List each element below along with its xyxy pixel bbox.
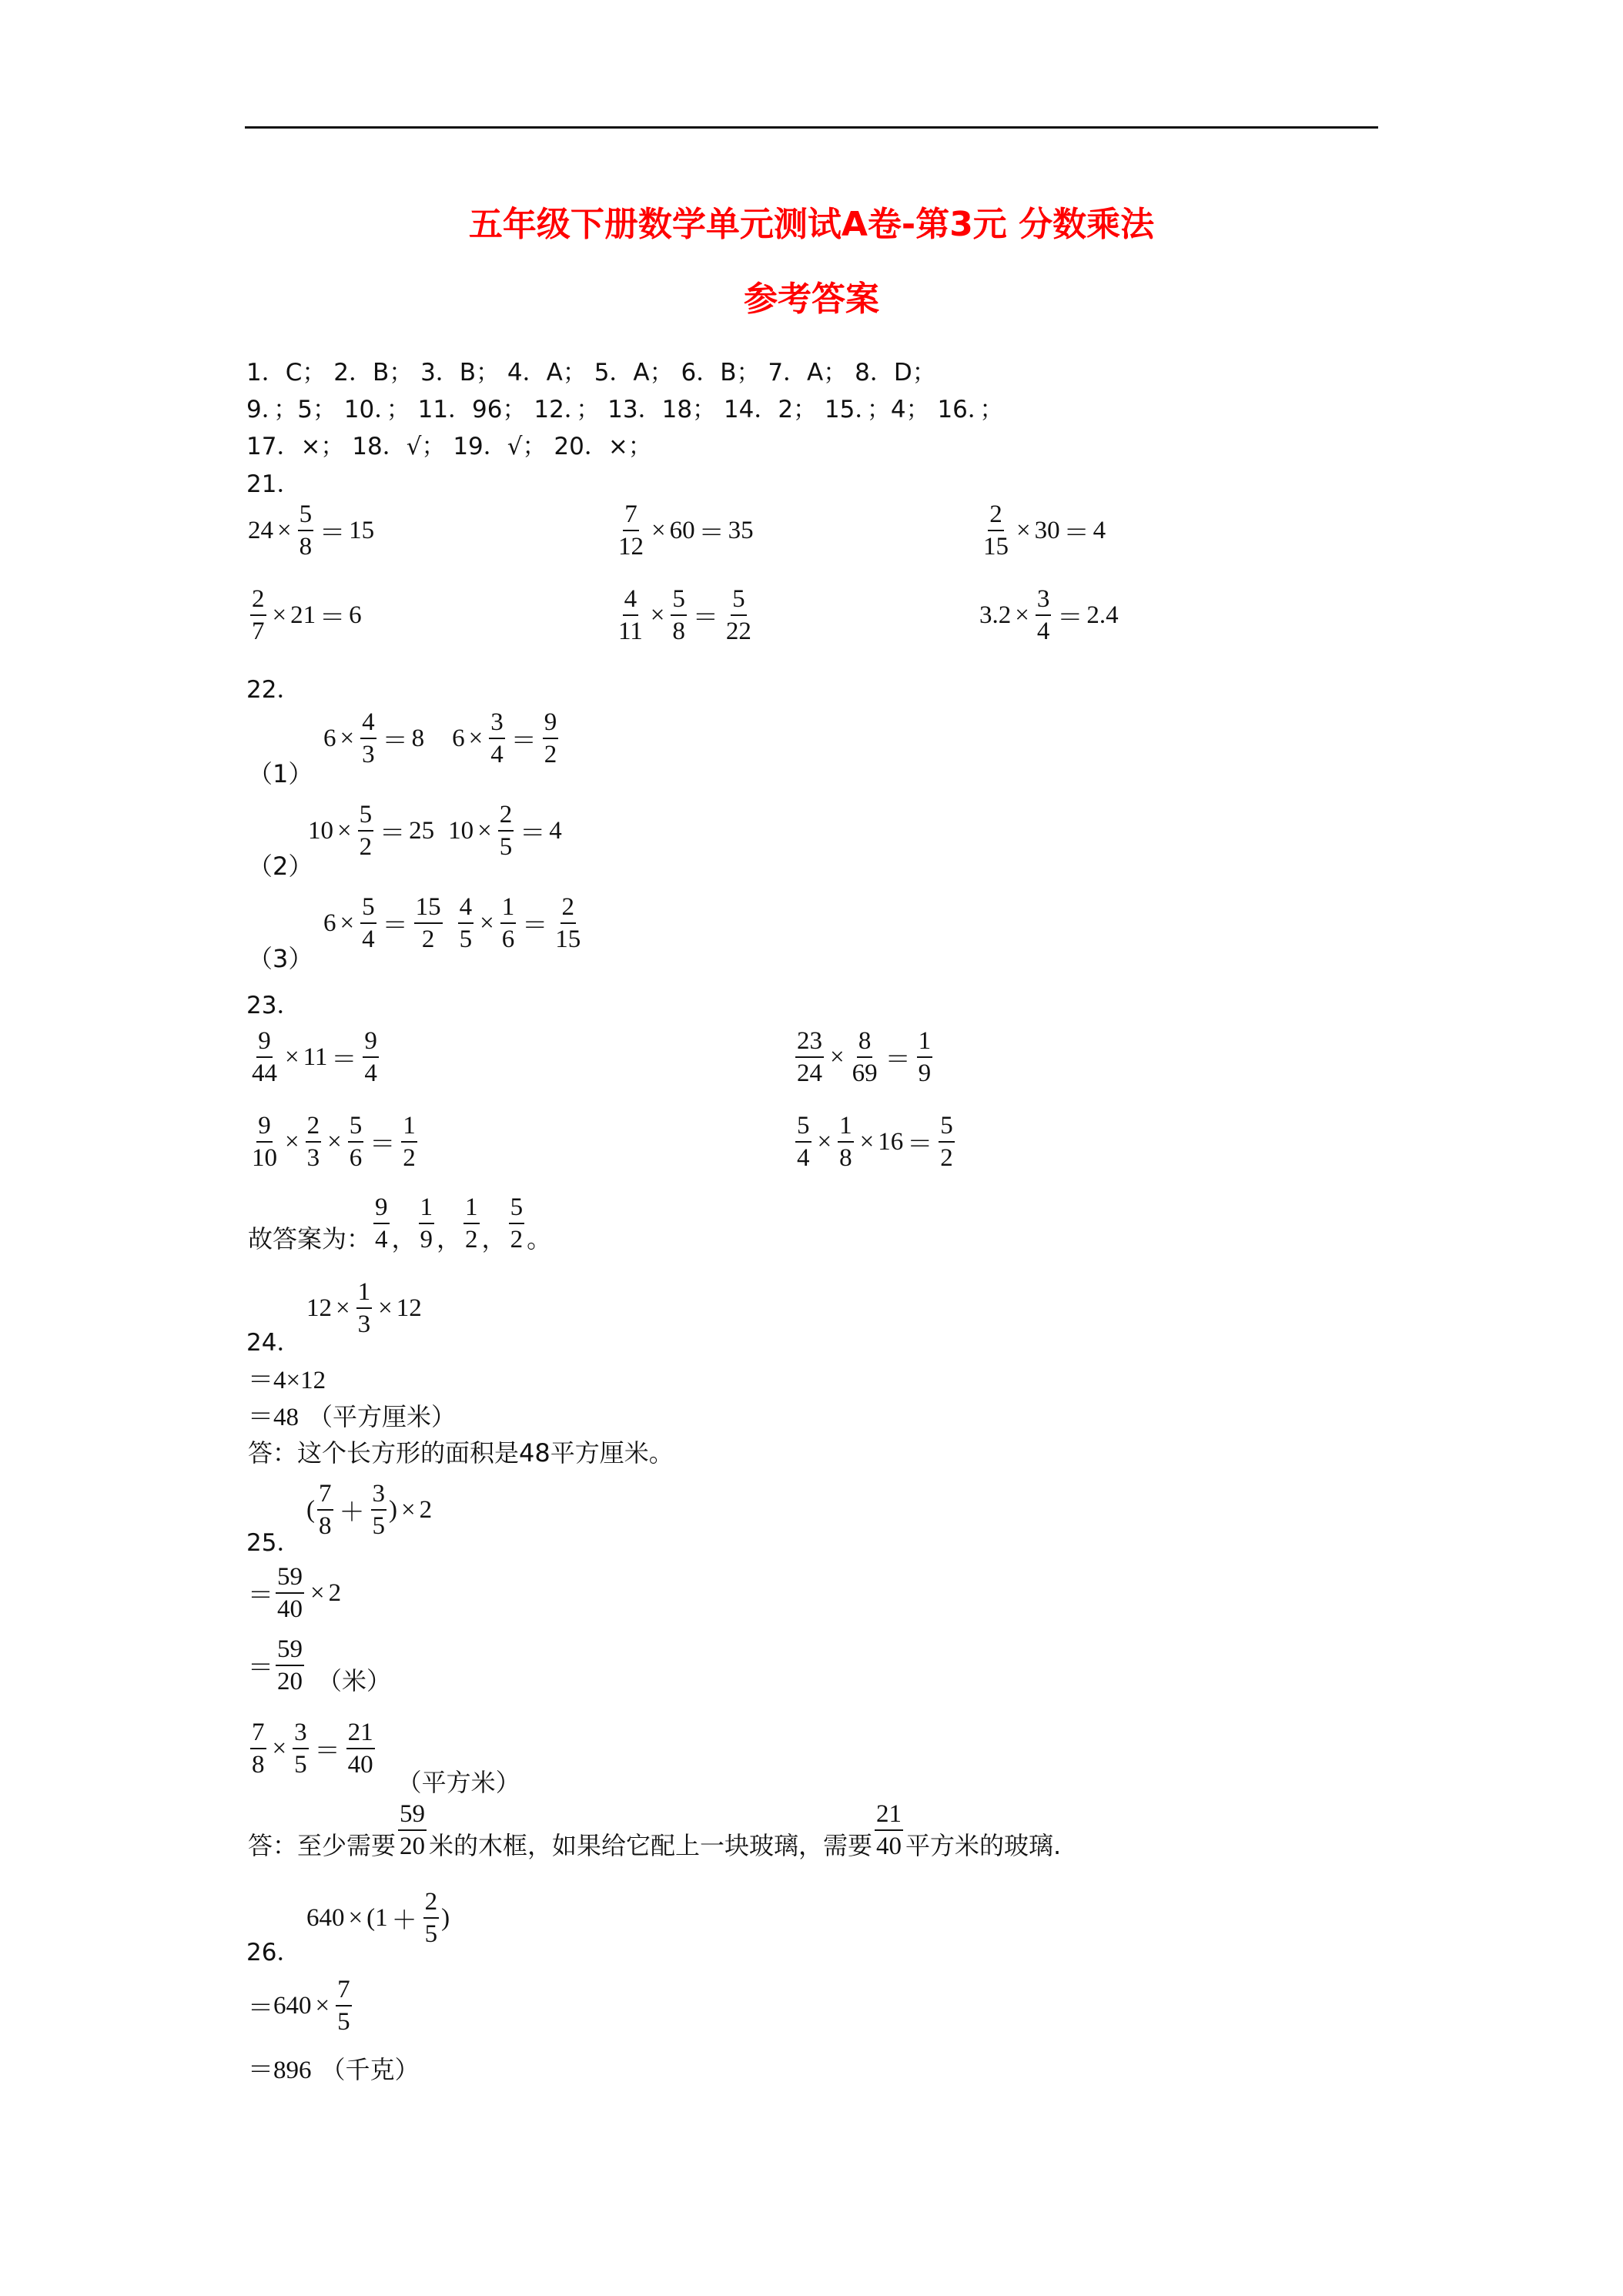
fraction: $\frac{7}{12}$: [618, 500, 644, 561]
answer-line-2: 9．；5； 10．； 11．96； 12．； 13．18； 14．2； 15．；4； 16．；: [246, 396, 1004, 423]
fraction: $\frac{1}{8}$: [839, 1112, 852, 1172]
fraction: $\frac{3}{4}$: [1036, 585, 1050, 645]
q23-conclusion: 故答案为： 9 4 ， 1 9 ， 1 2 ， 5 2 。: [248, 1193, 552, 1253]
q24-answer: 答：这个长方形的面积是48平方厘米。: [248, 1438, 674, 1468]
fraction: $\frac{5}{2}$: [359, 801, 373, 861]
fraction: $\frac{4}{11}$: [618, 585, 643, 645]
operand: 24: [248, 516, 273, 544]
fraction: 2 15: [555, 893, 581, 953]
q24-expression: 12 × $\frac{1}{3}$ × 12: [306, 1278, 422, 1338]
q24-step-1: ＝4×12: [248, 1367, 326, 1394]
fraction: 15 2: [415, 893, 441, 953]
fraction: $\frac{4}{5}$: [459, 893, 473, 953]
q25-expression: ( 7 8 ＋ 3 5 ) × 2: [306, 1480, 433, 1540]
fraction: 21 40: [876, 1800, 902, 1860]
result: 35: [728, 516, 754, 544]
q23-expr-1: $\frac{9}{44}$ × 11 ＝ 9 4: [252, 1027, 377, 1087]
fraction: $\frac{1}{6}$: [501, 893, 515, 953]
q21-expr-6: 3.2 × $\frac{3}{4}$ ＝ 2.4: [979, 585, 1119, 645]
q23-expr-2: $\frac{23}{24}$ × $\frac{8}{69}$ ＝ 1 9: [797, 1027, 932, 1087]
answer-line-3: 17．×； 18．√； 19．√； 20．×；: [246, 433, 652, 460]
question-26-label: 26．: [246, 1939, 301, 1966]
question-22-label: 22．: [246, 676, 301, 704]
q23-expr-3: $\frac{9}{10}$ × $\frac{2}{3}$ × $\frac{5}{6}$ ＝ 1 2: [252, 1112, 416, 1172]
q26-expression: 640 × (1 ＋ 2 5 ): [306, 1888, 450, 1948]
q21-expr-2: $\frac{7}{12}$ × 60 ＝ 35: [618, 500, 754, 561]
operand: 30: [1034, 516, 1060, 544]
part-2-label: （2）: [248, 852, 313, 881]
unit: （米）: [317, 1666, 392, 1695]
fraction: 59 20: [277, 1635, 303, 1695]
fraction: $\frac{5}{8}$: [299, 500, 313, 561]
fraction: $\frac{2}{5}$: [499, 801, 513, 861]
fraction: 1 9: [420, 1193, 433, 1253]
fraction: 3 5: [372, 1480, 385, 1540]
q21-expr-1: 24 × $\frac{5}{8}$ ＝ 15: [248, 500, 375, 561]
q25-step-1: ＝ $\frac{59}{40}$ × 2: [248, 1563, 342, 1623]
result: 2.4: [1086, 601, 1119, 629]
question-24-label: 24．: [246, 1329, 301, 1357]
fraction: 5 2: [510, 1193, 524, 1253]
fraction: $\frac{9}{10}$: [252, 1112, 277, 1172]
fraction: 21 40: [347, 1719, 373, 1779]
q22-row-2: 10 × $\frac{5}{2}$ ＝ 25 10 × $\frac{2}{5}$ ＝ 4: [308, 801, 562, 861]
fraction: $\frac{3}{4}$: [490, 708, 504, 768]
fraction: 9 2: [544, 708, 557, 768]
q25-step-2: ＝ 59 20 （米）: [248, 1635, 392, 1695]
unit: （平方厘米）: [308, 1401, 457, 1431]
q26-step-2: ＝896 （千克）: [248, 2050, 420, 2086]
fraction: $\frac{4}{3}$: [362, 708, 375, 768]
q21-expr-5: $\frac{4}{11}$ × $\frac{5}{8}$ ＝ 5 22: [618, 585, 751, 645]
q23-expr-4: $\frac{5}{4}$ × $\frac{1}{8}$ × 16 ＝ 5 2: [797, 1112, 953, 1172]
fraction: 7 8: [319, 1480, 332, 1540]
q22-row-3: 6 × $\frac{5}{4}$ ＝ 15 2 $\frac{4}{5}$ × $\frac{1}{6}$ ＝ 2 15: [323, 893, 581, 953]
fraction: 5 22: [725, 585, 751, 645]
result: 15: [349, 516, 375, 544]
unit: （平方米）: [397, 1768, 520, 1797]
fraction: 59 20: [400, 1800, 426, 1860]
fraction: 2 5: [424, 1888, 438, 1948]
result: 4: [1093, 516, 1106, 544]
question-23-label: 23．: [246, 992, 301, 1019]
q21-expr-4: $\frac{2}{7}$ × 21 ＝ 6: [252, 585, 362, 645]
fraction: 9 4: [375, 1193, 388, 1253]
question-21-label: 21．: [246, 470, 301, 498]
fraction: $\frac{23}{24}$: [797, 1027, 822, 1087]
fraction: $\frac{9}{44}$: [252, 1027, 277, 1087]
question-25-label: 25．: [246, 1529, 301, 1557]
fraction: 1 2: [465, 1193, 478, 1253]
fraction: $\frac{1}{3}$: [357, 1278, 371, 1338]
fraction: $\frac{7}{5}$: [337, 1976, 350, 2036]
q21-expr-3: $\frac{2}{15}$ × 30 ＝ 4: [983, 500, 1106, 561]
fraction: $\frac{7}{8}$: [252, 1719, 265, 1779]
page-subtitle: 参考答案: [744, 279, 879, 319]
part-3-label: （3）: [248, 944, 313, 973]
unit: （千克）: [320, 2054, 420, 2084]
fraction: 1 2: [403, 1112, 416, 1172]
operand: 21: [290, 601, 316, 629]
q25-answer: 答：至少需要 59 20 米的木框，如果给它配上一块玻璃，需要 21 40 平方米的玻璃.: [248, 1800, 1062, 1860]
q24-step-2: ＝48 （平方厘米）: [248, 1397, 456, 1433]
operand: 3.2: [979, 601, 1012, 629]
fraction: $\frac{59}{40}$: [277, 1563, 303, 1623]
fraction: 5 2: [940, 1112, 953, 1172]
top-rule: [245, 126, 1378, 129]
fraction: $\frac{2}{7}$: [252, 585, 265, 645]
result: 6: [349, 601, 362, 629]
fraction: 1 9: [918, 1027, 932, 1087]
fraction: $\frac{3}{5}$: [294, 1719, 307, 1779]
q26-step-1: ＝ 640 × $\frac{7}{5}$: [248, 1976, 350, 2036]
q22-row-1: 6 × $\frac{4}{3}$ ＝ 8 6 × $\frac{3}{4}$ ＝ 9 2: [323, 708, 557, 768]
operand: 60: [669, 516, 695, 544]
fraction: 9 4: [364, 1027, 377, 1087]
fraction: $\frac{5}{8}$: [672, 585, 685, 645]
fraction: $\frac{2}{15}$: [983, 500, 1009, 561]
fraction: $\frac{5}{4}$: [362, 893, 375, 953]
page-title: 五年级下册数学单元测试A卷-第3元 分数乘法: [468, 205, 1155, 244]
part-1-label: （1）: [248, 759, 313, 788]
fraction: $\frac{5}{6}$: [349, 1112, 363, 1172]
fraction: $\frac{2}{3}$: [306, 1112, 320, 1172]
fraction: $\frac{8}{69}$: [852, 1027, 878, 1087]
conclusion-label: 故答案为：: [248, 1224, 372, 1253]
fraction: $\frac{5}{4}$: [797, 1112, 810, 1172]
q25-area: $\frac{7}{8}$ × $\frac{3}{5}$ ＝ 21 40 （平方米）: [252, 1719, 520, 1797]
answer-line-1: 1．C； 2．B； 3．B； 4．A； 5．A； 6．B； 7．A； 8．D；: [246, 359, 936, 387]
